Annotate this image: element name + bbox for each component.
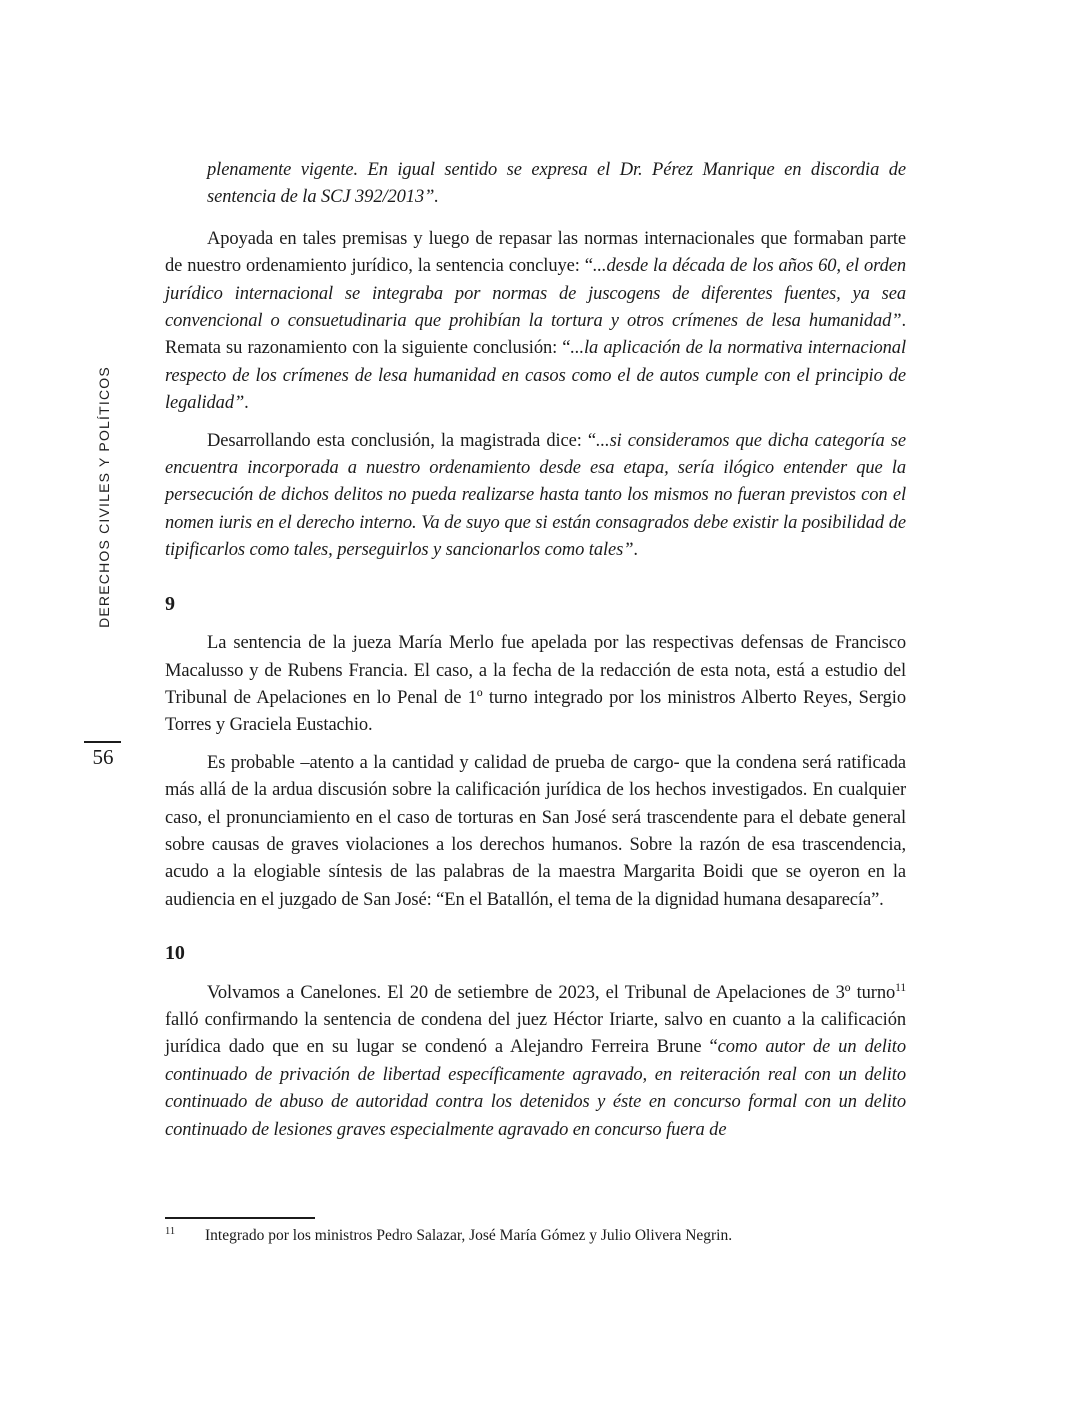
text-run: como autor de un delito continuado de privación de libertad específicamente agravado, en reiteración real con un delito continuado de abuso de autoridad contra los detenidos y éste en concurso formal con un delito continuado de lesiones graves especialmente agravado en concurso fuera de: [165, 1037, 906, 1140]
text-run: ...la aplicación de la normativa internacional respecto de los crímenes de lesa humanidad en casos como el de autos cumple con el principio de legalidad”: [165, 338, 906, 414]
footnote-text: Integrado por los ministros Pedro Salazar, José María Gómez y Julio Olivera Negrin.: [205, 1227, 733, 1244]
block-quote: [207, 157, 906, 212]
text-run: . Remata su razonamiento con la siguiente conclusión: “: [165, 311, 906, 359]
footnote-area: [165, 1217, 906, 1246]
page-number: 56: [92, 745, 114, 769]
paragraph: [165, 630, 906, 740]
text-run: Apoyada en tales premisas y luego de repasar las normas internacionales que formaban parte de nuestro ordenamiento jurídico, la sentencia concluye: “: [165, 228, 906, 277]
text-run: La sentencia de la jueza María Merlo fue apelada por las respectivas defensas de Francisco Macalusso y de Rubens Francia. El caso, a la fecha de la redacción de esta nota, está a estudio del Tribunal de Apelaciones en lo Penal de 1º turno integrado por los ministros Alberto Reyes, Sergio Torres y Graciela Eustachio.: [165, 633, 906, 736]
page-number-block: [84, 741, 122, 770]
text-run: .: [244, 393, 249, 414]
footnote-reference: 11: [895, 981, 906, 994]
text-run: ...desde la década de los años 60, el orden jurídico internacional se integraba por normas de juscogens de diferentes fuentes, ya sea convencional o consuetudinaria que prohibían la tortura y otros crímenes de lesa humanidad”: [165, 256, 906, 332]
text-run: Desarrollando esta conclusión, la magistrada dice: “: [207, 430, 596, 451]
text-run: ...si consideramos que dicha categoría se encuentra incorporada a nuestro ordenamiento desde esa etapa, sería ilógico entender que la persecución de dichos delitos no pueda realizarse hasta tanto los mismos no fueran previstos con el nomen iuris en el derecho interno. Va de suyo que si están consagrados debe existir la posibilidad de tipificarlos como tales, perseguirlos y sancionarlos como tales”: [165, 430, 906, 561]
text-run: .: [633, 540, 638, 561]
paragraph: [165, 750, 906, 914]
footnote-rule: [165, 1217, 315, 1219]
chapter-sidebar-label: DERECHOS CIVILES Y POLÍTICOS: [96, 366, 112, 628]
paragraph: [165, 226, 906, 418]
text-run: Es probable –atento a la cantidad y calidad de prueba de cargo- que la condena será ratificada más allá de la ardua discusión sobre la calificación jurídica de los hechos investigados. En cualquier caso, el pronunciamiento en el caso de torturas en San José será trascendente para el debate general sobre causas de graves violaciones a los derechos humanos. Sobre la razón de esa trascendencia, acudo a la elogiable síntesis de las palabras de la maestra Margarita Boidi que se oyeron en la audiencia en el juzgado de San José: “En el Batallón, el tema de la dignidad humana desaparecía”.: [165, 752, 906, 910]
paragraph: [165, 980, 906, 1144]
body-content: [165, 157, 906, 1154]
page-number-rule: [84, 741, 121, 743]
text-run: Volvamos a Canelones. El 20 de setiembre de 2023, el Tribunal de Apelaciones de 3º turno: [207, 982, 896, 1003]
footnote: 11 Integrado por los ministros Pedro Salazar, José María Gómez y Julio Olivera Negrin.: [165, 1225, 733, 1244]
text-run: plenamente vigente. En igual sentido se expresa el Dr. Pérez Manrique en discordia de sentencia de la SCJ 392/2013”.: [207, 160, 906, 208]
text-run: falló confirmando la sentencia de condena del juez Héctor Iriarte, salvo en cuanto a la calificación jurídica dado que en su lugar se condenó a Alejandro Ferreira Brune “: [165, 1009, 906, 1058]
paragraph: [165, 428, 906, 565]
section-number: 10: [165, 942, 185, 965]
section-number: 9: [165, 592, 175, 615]
